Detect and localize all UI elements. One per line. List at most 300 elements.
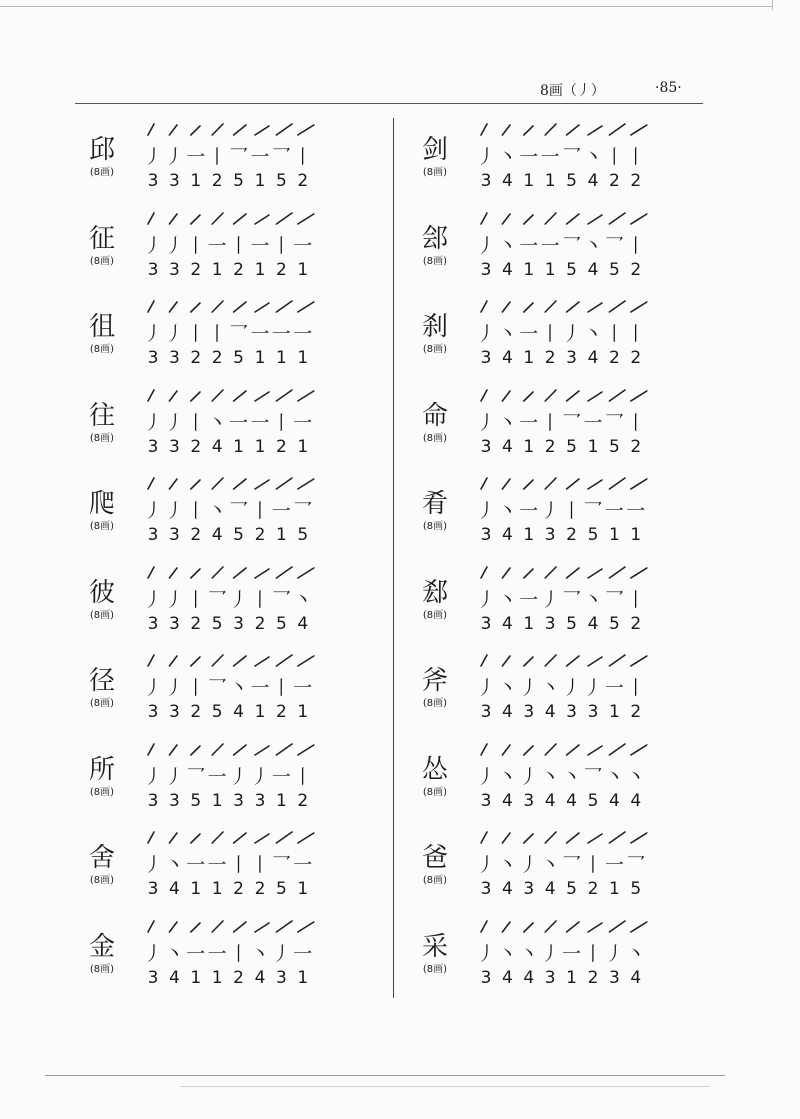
stroke-glyph: 丨 — [229, 942, 249, 965]
character-entry — [82, 209, 322, 289]
stroke-count-label: (8画) — [89, 521, 115, 532]
headword: 徂 — [88, 312, 115, 342]
stroke-sequence — [475, 323, 655, 345]
stroke-code-digit: 1 — [523, 171, 535, 191]
stroke-code-digit: 3 — [480, 525, 492, 545]
stroke-code-digit: 4 — [587, 171, 599, 191]
stroke-code-digit: 4 — [501, 967, 513, 988]
stroke-code-sequence — [475, 524, 655, 548]
stroke-code-digit: 5 — [566, 171, 577, 191]
stroke-glyph: 丨 — [626, 677, 646, 699]
character-entry — [82, 917, 322, 997]
stroke-code-digit: 4 — [587, 348, 599, 368]
stroke-glyph: 丨 — [207, 323, 227, 345]
stroke-code-digit: 1 — [297, 879, 309, 899]
stroke-code-digit: 3 — [233, 613, 244, 634]
stroke-glyph: 丶 — [497, 588, 517, 611]
stroke-code-digit: 1 — [297, 348, 309, 368]
stroke-code-digit: 4 — [168, 879, 180, 899]
stroke-glyph: 乛 — [229, 500, 249, 522]
stroke-code-digit: 1 — [523, 436, 535, 457]
stroke-glyph: 丨 — [604, 146, 624, 168]
stroke-code-sequence — [142, 790, 322, 814]
stroke-progression — [144, 917, 322, 939]
stroke-code-digit: 5 — [587, 790, 599, 811]
stroke-count-label: (8画) — [89, 344, 115, 355]
stroke-code-digit: 1 — [297, 967, 309, 988]
stroke-glyph: 丨 — [583, 942, 603, 965]
stroke-count-label: (8画) — [89, 698, 115, 709]
headword: 怂 — [421, 754, 448, 785]
stroke-glyph: 丶 — [604, 765, 624, 788]
stroke-progression — [144, 740, 322, 762]
stroke-glyph: 乛 — [562, 146, 582, 168]
stroke-code-sequence — [142, 524, 322, 548]
stroke-glyph: 丨 — [271, 234, 291, 257]
headword: 郐 — [421, 223, 448, 254]
stroke-glyph: 丨 — [626, 234, 646, 257]
stroke-glyph: 乛 — [583, 765, 603, 788]
stroke-code-digit: 3 — [147, 702, 159, 722]
stroke-code-digit: 5 — [190, 790, 202, 811]
stroke-code-digit: 1 — [523, 348, 535, 368]
stroke-code-digit: 2 — [275, 259, 287, 280]
stroke-glyph: 丿 — [143, 146, 163, 168]
stroke-glyph: 丿 — [476, 411, 496, 434]
stroke-code-digit: 2 — [587, 879, 599, 899]
stroke-count-label: (8画) — [422, 698, 448, 709]
stroke-glyph: 丨 — [293, 765, 313, 788]
stroke-progression — [144, 297, 322, 319]
stroke-count-label: (8画) — [422, 432, 448, 444]
stroke-code-digit: 3 — [480, 348, 492, 368]
stroke-code-digit: 3 — [168, 348, 180, 368]
character-entry — [82, 386, 322, 466]
stroke-glyph: 一 — [519, 234, 539, 257]
stroke-code-digit: 5 — [211, 702, 223, 722]
stroke-code-digit: 2 — [630, 613, 642, 634]
character-entry — [82, 120, 322, 200]
stroke-count-label: (8画) — [89, 875, 115, 886]
character-entry — [415, 209, 655, 289]
stroke-progression — [477, 828, 655, 850]
stroke-code-digit: 4 — [587, 259, 599, 280]
stroke-glyph: 一 — [626, 500, 646, 522]
stroke-glyph: 丿 — [164, 677, 184, 699]
stroke-code-digit: 3 — [480, 879, 492, 899]
stroke-code-digit: 3 — [147, 790, 159, 811]
headword: 所 — [88, 754, 115, 785]
stroke-code-digit: 5 — [587, 525, 599, 545]
stroke-code-sequence — [475, 701, 655, 725]
stroke-glyph: 丨 — [186, 500, 206, 522]
stroke-code-digit: 1 — [275, 525, 287, 545]
stroke-code-digit: 5 — [608, 613, 620, 634]
stroke-glyph: 一 — [271, 765, 291, 788]
stroke-code-digit: 4 — [168, 967, 180, 988]
character-entry — [415, 474, 655, 554]
character-entry — [415, 563, 655, 643]
stroke-code-digit: 1 — [297, 702, 309, 722]
stroke-code-digit: 3 — [168, 702, 180, 722]
stroke-code-digit: 5 — [233, 348, 244, 368]
stroke-progression — [144, 474, 322, 496]
stroke-glyph: 一 — [604, 677, 624, 699]
stroke-glyph: 丶 — [519, 942, 539, 965]
stroke-glyph: 乛 — [207, 588, 227, 611]
stroke-code-digit: 3 — [566, 348, 577, 368]
stroke-code-digit: 5 — [211, 613, 223, 634]
stroke-code-digit: 2 — [254, 613, 266, 634]
stroke-code-sequence — [142, 878, 322, 902]
stroke-glyph: 丿 — [271, 942, 291, 965]
stroke-code-digit: 2 — [630, 348, 642, 368]
stroke-code-digit: 5 — [275, 171, 287, 191]
stroke-code-sequence — [142, 259, 322, 283]
stroke-code-digit: 2 — [608, 348, 620, 368]
stroke-code-sequence — [475, 170, 655, 194]
stroke-code-digit: 2 — [587, 967, 599, 988]
stroke-code-digit: 3 — [168, 525, 180, 545]
stroke-glyph: 丿 — [476, 234, 496, 257]
stroke-count-label: (8画) — [422, 963, 448, 975]
stroke-glyph: 丿 — [164, 411, 184, 434]
headword: 彼 — [88, 577, 115, 608]
stroke-code-digit: 2 — [190, 702, 202, 722]
stroke-code-sequence — [142, 613, 322, 637]
stroke-code-digit: 4 — [630, 790, 642, 811]
stroke-progression-sketch — [477, 917, 655, 939]
stroke-code-digit: 3 — [168, 259, 180, 280]
stroke-code-digit: 3 — [147, 879, 159, 899]
stroke-glyph: 一 — [540, 234, 560, 257]
stroke-progression-sketch — [477, 563, 655, 585]
stroke-glyph: 丨 — [250, 500, 270, 522]
stroke-glyph: 一 — [250, 234, 270, 257]
stroke-progression — [144, 828, 322, 850]
top-scan-edge — [0, 6, 772, 7]
stroke-code-digit: 2 — [275, 702, 287, 722]
headword: 采 — [421, 931, 448, 962]
stroke-code-digit: 4 — [523, 967, 535, 988]
stroke-progression-sketch — [144, 917, 322, 939]
stroke-glyph: 丿 — [476, 500, 496, 522]
stroke-code-digit: 3 — [147, 259, 159, 280]
character-entry — [82, 828, 322, 908]
stroke-code-digit: 2 — [297, 171, 309, 191]
stroke-glyph: 乛 — [562, 854, 582, 876]
footer-faint-rule — [180, 1086, 710, 1087]
stroke-code-digit: 2 — [630, 436, 642, 457]
stroke-progression-sketch — [477, 651, 655, 673]
stroke-glyph: 丿 — [540, 500, 560, 522]
stroke-code-digit: 3 — [523, 790, 535, 811]
stroke-glyph: 丨 — [293, 146, 313, 168]
stroke-progression — [477, 917, 655, 939]
stroke-glyph: 丶 — [626, 765, 646, 788]
stroke-glyph: 一 — [250, 146, 270, 168]
stroke-code-sequence — [142, 170, 322, 194]
character-entry — [415, 917, 655, 997]
stroke-glyph: 丶 — [250, 942, 270, 965]
stroke-code-digit: 4 — [544, 790, 556, 811]
stroke-glyph: 丿 — [476, 588, 496, 611]
stroke-progression — [144, 209, 322, 231]
stroke-code-digit: 1 — [608, 702, 620, 722]
stroke-code-digit: 2 — [211, 171, 223, 191]
stroke-glyph: 一 — [519, 411, 539, 434]
stroke-glyph: 乛 — [583, 500, 603, 522]
stroke-progression-sketch — [144, 828, 322, 850]
stroke-glyph: 乛 — [186, 765, 206, 788]
character-entry — [82, 740, 322, 820]
stroke-glyph: 一 — [186, 942, 206, 965]
stroke-code-digit: 4 — [501, 171, 513, 191]
stroke-code-sequence — [475, 878, 655, 902]
stroke-code-digit: 3 — [168, 436, 180, 457]
stroke-code-digit: 3 — [480, 613, 492, 634]
stroke-glyph: 丶 — [164, 942, 184, 965]
stroke-glyph: 乛 — [271, 146, 291, 168]
stroke-glyph: 丨 — [540, 323, 560, 345]
stroke-glyph: 丨 — [626, 588, 646, 611]
stroke-code-digit: 2 — [211, 348, 223, 368]
stroke-glyph: 一 — [207, 942, 227, 965]
stroke-progression — [144, 563, 322, 585]
stroke-code-digit: 1 — [544, 259, 556, 280]
stroke-glyph: 丨 — [626, 323, 646, 345]
stroke-glyph: 一 — [250, 323, 270, 345]
stroke-glyph: 丶 — [583, 588, 603, 611]
stroke-glyph: 丶 — [583, 146, 603, 168]
character-entry — [415, 740, 655, 820]
stroke-code-digit: 4 — [501, 790, 513, 811]
stroke-code-digit: 1 — [297, 436, 309, 457]
stroke-glyph: 乛 — [562, 234, 582, 257]
stroke-glyph: 丿 — [540, 588, 560, 611]
stroke-glyph: 乛 — [229, 146, 249, 168]
stroke-glyph: 丨 — [626, 411, 646, 434]
stroke-code-digit: 3 — [147, 348, 159, 368]
stroke-glyph: 丶 — [497, 765, 517, 788]
stroke-code-digit: 2 — [233, 259, 244, 280]
stroke-glyph: 丨 — [186, 411, 206, 434]
headword: 径 — [88, 666, 115, 696]
stroke-glyph: 一 — [229, 411, 249, 434]
stroke-glyph: 丶 — [540, 677, 560, 699]
stroke-code-digit: 3 — [233, 790, 244, 811]
stroke-count-label: (8画) — [89, 167, 115, 178]
stroke-glyph: 丿 — [143, 765, 163, 788]
stroke-code-digit: 1 — [211, 879, 223, 899]
stroke-glyph: 丿 — [519, 854, 539, 876]
stroke-glyph: 丿 — [519, 765, 539, 788]
stroke-progression-sketch — [477, 386, 655, 408]
stroke-glyph: 丿 — [562, 323, 582, 345]
stroke-glyph: 丿 — [164, 234, 184, 257]
stroke-glyph: 丨 — [271, 677, 291, 699]
stroke-code-digit: 5 — [566, 879, 577, 899]
stroke-glyph: 一 — [250, 411, 270, 434]
stroke-progression-sketch — [144, 209, 322, 231]
stroke-code-digit: 1 — [254, 348, 266, 368]
stroke-code-digit: 5 — [566, 259, 577, 280]
stroke-progression — [144, 120, 322, 142]
stroke-glyph: 丿 — [164, 146, 184, 168]
stroke-glyph: 丨 — [186, 588, 206, 611]
stroke-glyph: 丶 — [497, 234, 517, 257]
stroke-glyph: 一 — [293, 323, 313, 345]
stroke-glyph: 一 — [186, 146, 206, 168]
stroke-progression-sketch — [477, 209, 655, 231]
stroke-sequence — [142, 677, 322, 699]
stroke-code-digit: 1 — [608, 879, 620, 899]
character-entry — [415, 120, 655, 200]
stroke-count-label: (8画) — [422, 167, 448, 178]
stroke-code-digit: 3 — [608, 967, 620, 988]
corner-mark — [772, 0, 773, 10]
stroke-code-sequence — [475, 967, 655, 991]
stroke-code-digit: 4 — [501, 702, 513, 722]
stroke-glyph: 丶 — [497, 942, 517, 965]
stroke-glyph: 丿 — [143, 323, 163, 345]
stroke-progression-sketch — [477, 297, 655, 319]
stroke-code-digit: 3 — [480, 436, 492, 457]
stroke-glyph: 丶 — [540, 854, 560, 876]
stroke-code-digit: 1 — [608, 525, 620, 545]
stroke-glyph: 一 — [519, 588, 539, 611]
stroke-code-digit: 3 — [480, 967, 492, 988]
stroke-code-digit: 3 — [480, 259, 492, 280]
stroke-code-sequence — [142, 436, 322, 460]
character-entry — [415, 828, 655, 908]
stroke-progression — [477, 651, 655, 673]
stroke-glyph: 一 — [562, 942, 582, 965]
headword: 刹 — [421, 312, 448, 342]
stroke-sequence — [475, 766, 655, 788]
stroke-code-digit: 1 — [254, 259, 266, 280]
stroke-progression — [144, 386, 322, 408]
stroke-code-digit: 2 — [275, 436, 287, 457]
stroke-code-digit: 5 — [566, 613, 577, 634]
stroke-code-digit: 4 — [211, 436, 223, 457]
stroke-count-label: (8画) — [89, 255, 115, 267]
stroke-code-digit: 2 — [566, 525, 577, 545]
stroke-glyph: 乛 — [562, 411, 582, 434]
stroke-glyph: 丶 — [497, 677, 517, 699]
stroke-code-digit: 5 — [275, 879, 287, 899]
stroke-count-label: (8画) — [422, 344, 448, 355]
stroke-glyph: 丿 — [143, 677, 163, 699]
stroke-code-digit: 2 — [544, 348, 556, 368]
stroke-progression-sketch — [477, 828, 655, 850]
page-number: ·85· — [655, 80, 682, 96]
stroke-sequence — [475, 500, 655, 522]
stroke-count-label: (8画) — [422, 875, 448, 886]
character-entry — [82, 297, 322, 377]
headword: 斧 — [421, 666, 448, 696]
stroke-count-label: (8画) — [422, 255, 448, 267]
stroke-glyph: 一 — [293, 854, 313, 876]
stroke-glyph: 一 — [207, 854, 227, 876]
stroke-progression-sketch — [144, 740, 322, 762]
stroke-code-digit: 1 — [254, 702, 266, 722]
stroke-count-label: (8画) — [89, 609, 115, 621]
stroke-code-sequence — [475, 259, 655, 283]
stroke-code-digit: 4 — [566, 790, 577, 811]
stroke-progression — [477, 740, 655, 762]
section-title: 8画（丿） — [540, 83, 605, 99]
stroke-glyph: 丿 — [143, 942, 163, 965]
stroke-code-digit: 4 — [630, 967, 642, 988]
stroke-glyph: 丶 — [207, 500, 227, 522]
stroke-glyph: 一 — [519, 146, 539, 168]
character-entry — [82, 651, 322, 731]
character-entry — [82, 474, 322, 554]
stroke-code-digit: 4 — [211, 525, 223, 545]
stroke-sequence — [475, 677, 655, 699]
headword: 郄 — [421, 577, 448, 608]
stroke-progression-sketch — [144, 563, 322, 585]
running-header — [540, 80, 720, 98]
stroke-progression — [477, 563, 655, 585]
stroke-code-digit: 2 — [233, 967, 244, 988]
stroke-glyph: 一 — [540, 146, 560, 168]
stroke-code-digit: 2 — [254, 879, 266, 899]
stroke-code-digit: 3 — [480, 790, 492, 811]
stroke-code-digit: 4 — [501, 879, 513, 899]
stroke-code-sequence — [475, 347, 655, 371]
stroke-glyph: 丨 — [207, 146, 227, 168]
stroke-code-digit: 3 — [168, 171, 180, 191]
stroke-progression-sketch — [477, 474, 655, 496]
stroke-glyph: 丨 — [250, 588, 270, 611]
stroke-code-sequence — [475, 613, 655, 637]
stroke-glyph: 丿 — [476, 765, 496, 788]
stroke-code-digit: 1 — [254, 171, 266, 191]
stroke-glyph: 丿 — [476, 323, 496, 345]
stroke-glyph: 丶 — [497, 500, 517, 522]
stroke-progression — [477, 120, 655, 142]
stroke-code-digit: 5 — [608, 436, 620, 457]
stroke-sequence — [142, 146, 322, 168]
stroke-glyph: 乛 — [604, 234, 624, 257]
stroke-code-digit: 3 — [544, 967, 556, 988]
stroke-sequence — [142, 589, 322, 611]
headword: 邱 — [88, 135, 115, 165]
stroke-code-digit: 3 — [544, 613, 556, 634]
stroke-glyph: 乛 — [604, 411, 624, 434]
character-entry — [82, 563, 322, 643]
stroke-glyph: 一 — [207, 765, 227, 788]
stroke-glyph: 丿 — [476, 942, 496, 965]
stroke-code-digit: 3 — [168, 613, 180, 634]
stroke-glyph: 丿 — [164, 500, 184, 522]
stroke-glyph: 一 — [519, 323, 539, 345]
stroke-glyph: 丨 — [186, 323, 206, 345]
stroke-glyph: 丿 — [562, 677, 582, 699]
stroke-code-digit: 4 — [587, 613, 599, 634]
stroke-count-label: (8画) — [422, 786, 448, 798]
character-entry — [415, 386, 655, 466]
column-divider — [393, 118, 394, 998]
stroke-sequence — [475, 854, 655, 876]
stroke-glyph: 一 — [293, 411, 313, 434]
stroke-glyph: 一 — [604, 500, 624, 522]
stroke-code-digit: 3 — [587, 702, 599, 722]
stroke-glyph: 丿 — [519, 677, 539, 699]
headword: 肴 — [421, 489, 448, 519]
